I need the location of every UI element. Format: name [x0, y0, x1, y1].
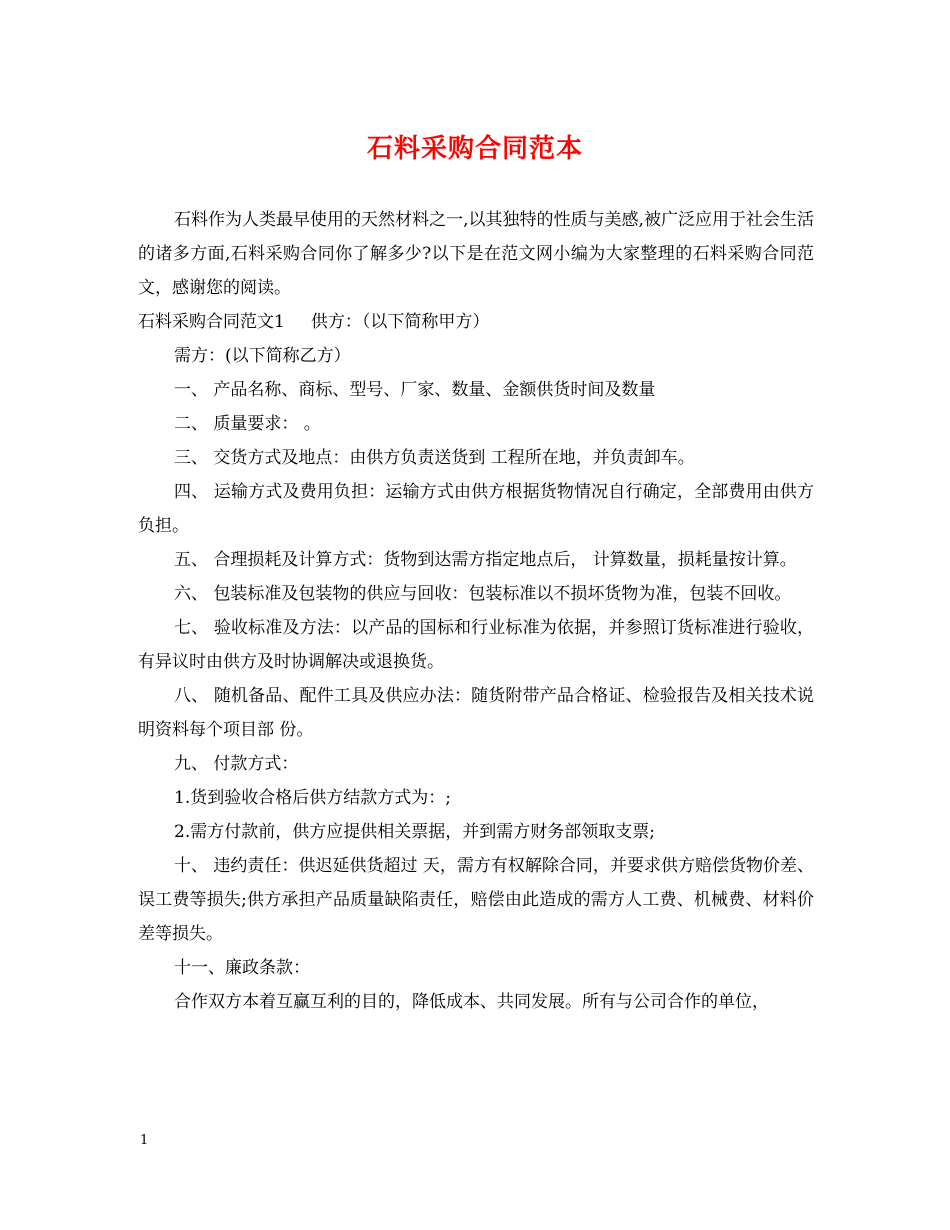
clause-8: 八、 随机备品、配件工具及供应办法：随货附带产品合格证、检验报告及相关技术说明资料每个项目部 份。: [138, 686, 814, 740]
clause-3: 三、 交货方式及地点：由供方负责送货到 工程所在地，并负责卸车。: [174, 448, 695, 468]
document-title: 石料采购合同范本: [366, 134, 583, 164]
integrity-paragraph: 合作双方本着互赢互利的目的，降低成本、共同发展。所有与公司合作的单位，: [174, 992, 769, 1012]
clause-11: 十一、廉政条款：: [174, 958, 310, 978]
clause-2: 二、 质量要求： 。: [174, 414, 321, 434]
supplier-line: 供方：（以下简称甲方）: [310, 312, 490, 332]
clause-10: 十、 违约责任：供迟延供货超过 天，需方有权解除合同，并要求供方赔偿货物价差、误工费等损失;供方承担产品质量缺陷责任，赔偿由此造成的需方人工费、机械费、材料价差等损失。: [138, 856, 814, 944]
sample-heading: 石料采购合同范文1: [138, 312, 285, 332]
sample-heading-line: [138, 305, 814, 339]
payment-item-1: 1.货到验收合格后供方结款方式为：;: [174, 788, 451, 808]
clause-1: 一、 产品名称、商标、型号、厂家、数量、金额供货时间及数量: [174, 380, 656, 400]
clause-4: 四、 运输方式及费用负担：运输方式由供方根据货物情况自行确定，全部费用由供方负担。: [138, 482, 814, 536]
clause-5: 五、 合理损耗及计算方式：货物到达需方指定地点后， 计算数量，损耗量按计算。: [174, 550, 797, 570]
clause-9: 九、 付款方式：: [174, 754, 299, 774]
clause-7: 七、 验收标准及方法：以产品的国标和行业标准为依据，并参照订货标准进行验收，有异议时由供方及时协调解决或退换货。: [138, 618, 814, 672]
page-number: 1: [140, 1133, 149, 1148]
intro-paragraph: 石料作为人类最早使用的天然材料之一,以其独特的性质与美感,被广泛应用于社会生活的诸多方面,石料采购合同你了解多少?以下是在范文网小编为大家整理的石料采购合同范文，感谢您的阅读。: [138, 210, 814, 298]
payment-item-2: 2.需方付款前，供方应提供相关票据，并到需方财务部领取支票;: [174, 822, 655, 842]
buyer-line: 需方：(以下简称乙方）: [174, 346, 351, 366]
document-body: [138, 203, 814, 1019]
clause-6: 六、 包装标准及包装物的供应与回收：包装标准以不损坏货物为准，包装不回收。: [174, 584, 792, 604]
